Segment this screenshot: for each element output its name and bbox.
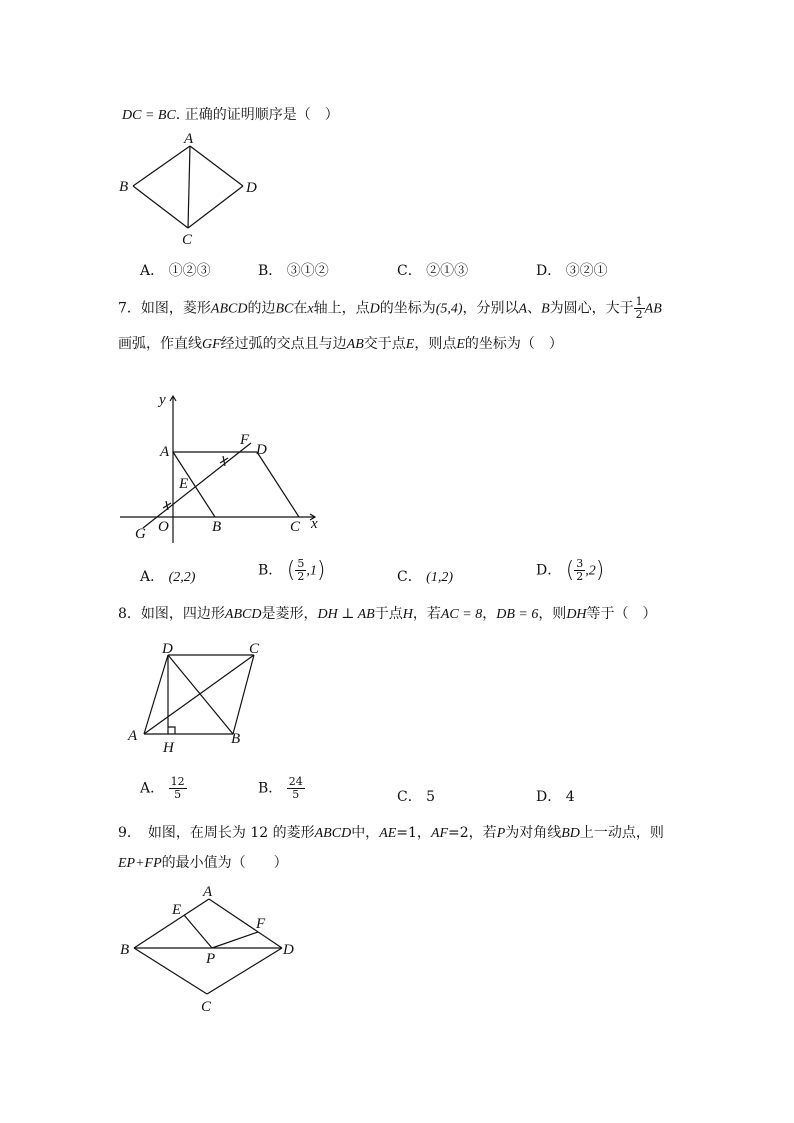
q8-label-d: D [162,641,173,657]
q8-option-a[interactable]: A． $\frac{12}{5}$ [140,775,185,801]
q7-label-g: G [135,526,146,542]
q9-label-f: F [256,916,266,932]
q7-label-a: A [160,444,170,460]
q9-figure [112,882,302,1017]
q6-label-a: A [184,131,194,147]
q7-coord: (5,4) [435,301,463,317]
q8-option-d[interactable]: D． 4 [536,789,575,805]
q8-label-h: H [163,740,174,756]
q6-label-c: C [182,232,193,248]
q8-label-b: B [231,731,241,747]
q7-option-c[interactable]: C． (1,2) [397,569,453,585]
q6-label-d: D [246,180,257,196]
q6-label-b: B [119,179,129,195]
q7-option-a[interactable]: A． (2,2) [140,569,196,585]
q9-segment-fp [212,932,258,948]
q8-right-angle-mark [168,727,175,734]
q8-option-b[interactable]: B． $\frac{24}{5}$ [258,775,303,801]
q7-option-d[interactable]: D． ( $\frac{3}{2}$ ,2) [536,557,605,583]
q7-stem-line1: 7．如图，菱形ABCD的边BC在x轴上，点D的坐标为(5,4)，分别以A、B为圆心，大于 $\frac{1}{2}$ AB [118,295,662,321]
q8-stem: 8．如图，四边形ABCD是菱形，DH ⊥ AB于点H，若AC = 8，DB = 6，则DH等于（ ） [118,606,657,622]
q7-half-fraction: $\frac{1}{2}$ [635,295,643,321]
q8-diagonal-ac [144,655,254,734]
q6-diagonal-ac [188,146,190,228]
q6-edge-da [190,146,243,186]
q8-edge-ad [144,655,168,734]
q9-edge-dc [207,948,282,994]
q7-label-o: O [158,519,169,535]
q8-label-c: C [249,641,260,657]
q6-edge-cd [188,186,243,228]
q6-option-a[interactable]: A． ①②③ [140,263,211,279]
q7-label-b: B [212,519,222,535]
q9-segment-ep [184,915,212,948]
q8-edge-cb [233,655,254,734]
q6-tail-text: . 正确的证明顺序是（ ） [175,107,339,123]
q8-figure [120,636,280,756]
q6-edge-ab [133,146,190,186]
q9-label-e: E [172,902,182,918]
q8-option-c[interactable]: C． 5 [397,789,436,805]
q8-diagonal-db [168,655,233,734]
q6-tail-line [122,104,339,124]
q7-stem-line2: 画弧，作直线GF经过弧的交点且与边AB交于点E，则点E的坐标为（ ） [118,336,563,352]
q6-option-b[interactable]: B． ③①② [258,263,329,279]
q6-edge-bc [133,186,188,228]
q9-stem-line2: EP+FP的最小值为（ ） [118,855,288,871]
q6-figure [115,128,265,248]
q6-tail-math: DC = BC [122,108,176,123]
q9-label-p: P [206,951,216,967]
q7-label-d: D [256,442,267,458]
q7-label-e: E [179,476,189,492]
q9-label-b: B [120,942,130,958]
q9-edge-cb [134,948,207,994]
q7-label-x: x [311,516,318,532]
q7-figure [115,388,340,548]
q7-label-y: y [159,392,166,408]
q7-option-b[interactable]: B． ( $\frac{5}{2}$ ,1) [258,557,326,583]
q8-label-a: A [128,728,138,744]
q7-label-c: C [290,519,301,535]
q7-edge-dc [257,452,299,517]
q6-option-d[interactable]: D． ③②① [536,263,608,279]
q9-label-d: D [283,942,294,958]
q9-edge-ad [209,899,282,948]
q9-stem-line1: 9． 如图，在周长为 12 的菱形ABCD中，AE=1，AF=2，若P为对角线BD上一动点，则 [118,825,664,841]
q7-label-f: F [240,432,250,448]
q6-option-c[interactable]: C． ②①③ [397,263,469,279]
q9-label-c: C [201,999,212,1015]
q9-label-a: A [203,884,213,900]
